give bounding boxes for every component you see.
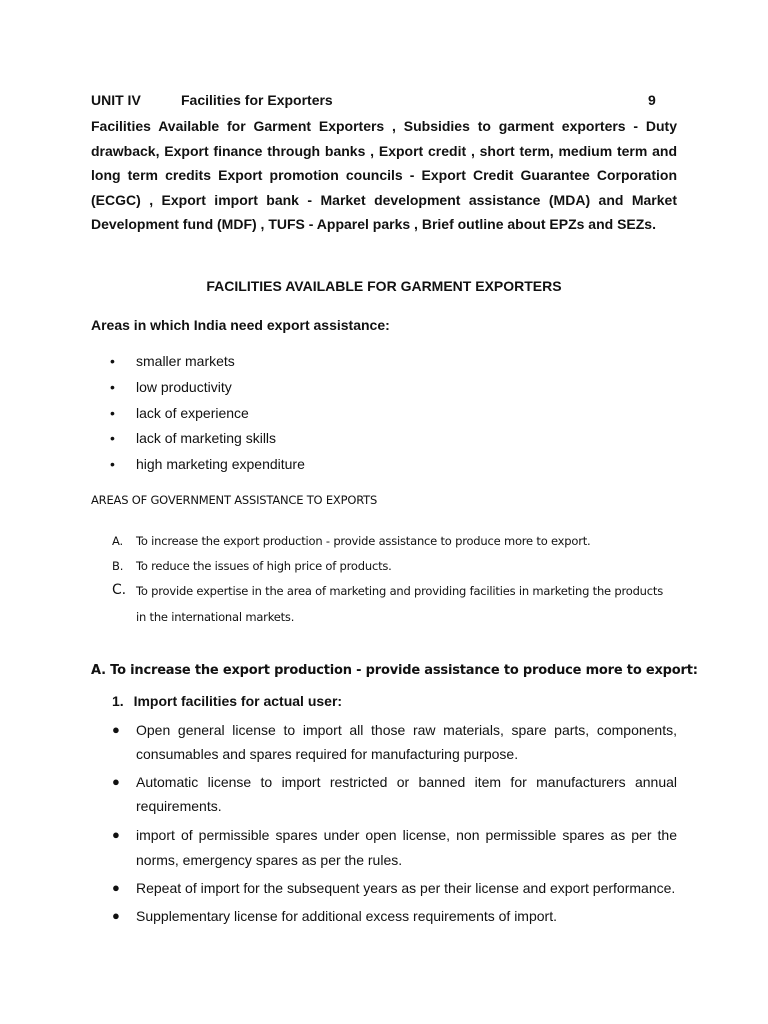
areas-heading: Areas in which India need export assistance: xyxy=(91,317,390,333)
subheading-a: A. To increase the export production - provide assistance to produce more to export: xyxy=(91,663,698,678)
unit-label: UNIT IV xyxy=(91,92,141,108)
bullet-icon: ● xyxy=(112,827,120,842)
bullet-icon: • xyxy=(110,456,115,472)
bullet-icon: ● xyxy=(112,908,120,923)
gov-assistance-heading: AREAS OF GOVERNMENT ASSISTANCE TO EXPORTS xyxy=(91,493,378,507)
unit-hours: 9 xyxy=(648,92,656,108)
unit-title: Facilities for Exporters xyxy=(181,92,333,108)
section-heading: FACILITIES AVAILABLE FOR GARMENT EXPORTERS xyxy=(206,278,562,294)
bullet-icon: ● xyxy=(112,880,120,895)
syllabus-line: drawback, Export finance through banks , Export credit , short term, medium term and xyxy=(91,143,677,159)
syllabus-line: Facilities Available for Garment Exporters , Subsidies to garment exporters - Duty xyxy=(91,118,677,134)
bullet-icon: ● xyxy=(112,774,120,789)
syllabus-line: long term credits Export promotion councils - Export Credit Guarantee Corporation xyxy=(91,167,677,183)
document-page: UNIT IV Facilities for Exporters 9 Facilities Available for Garment Exporters , Subsidies to garment exporters - Duty drawback, Export finance through banks , Export credit , short term, medium term and long term credits Export promotion councils - Export Credit Guarantee Corporation (ECGC) , Export import bank - Market development assistance (MDA) and Market Development fund (MDF) , TUFS - Apparel parks , Brief outline about EPZs and SEZs. FACILITIES AVAILABLE FOR GARMENT EXPORTERS Areas in which India need export assistance: • smaller markets • low productivity • lack of experience • lack of marketing skills • high marketing expenditure AREAS OF GOVERNMENT ASSISTANCE TO EXPORTS A. To increase the export production - provide assistance to produce more to export. B. To reduce the issues of high price of products. C. To provide expertise in the area of marketing and providing facilities in marketing the products in the international markets. A. To increase the export production - provide assistance to produce more to export: 1. Import facilities for actual user: ● Open general license to import all those raw materials, spare parts, components, consumables and spares required for manufacturing purpose. ● Automatic license to import restricted or banned item for manufacturers annual requirements. ● import of permissible spares under open license, non permissible spares as per the norms, emergency spares as per the rules. ● Repeat of import for the subsequent years as per their license and export performance. ● Supplementary license for additional excess requirements of import. xyxy=(0,0,768,1024)
bullet-icon: • xyxy=(110,353,115,369)
bullet-icon: • xyxy=(110,430,115,446)
syllabus-line: (ECGC) , Export import bank - Market development assistance (MDA) and Market xyxy=(91,192,677,208)
numbered-heading: 1. Import facilities for actual user: xyxy=(112,693,343,709)
bullet-icon: • xyxy=(110,405,115,421)
bullet-icon: ● xyxy=(112,722,120,737)
syllabus-line: Development fund (MDF) , TUFS - Apparel parks , Brief outline about EPZs and SEZs. xyxy=(91,216,656,232)
bullet-icon: • xyxy=(110,379,115,395)
